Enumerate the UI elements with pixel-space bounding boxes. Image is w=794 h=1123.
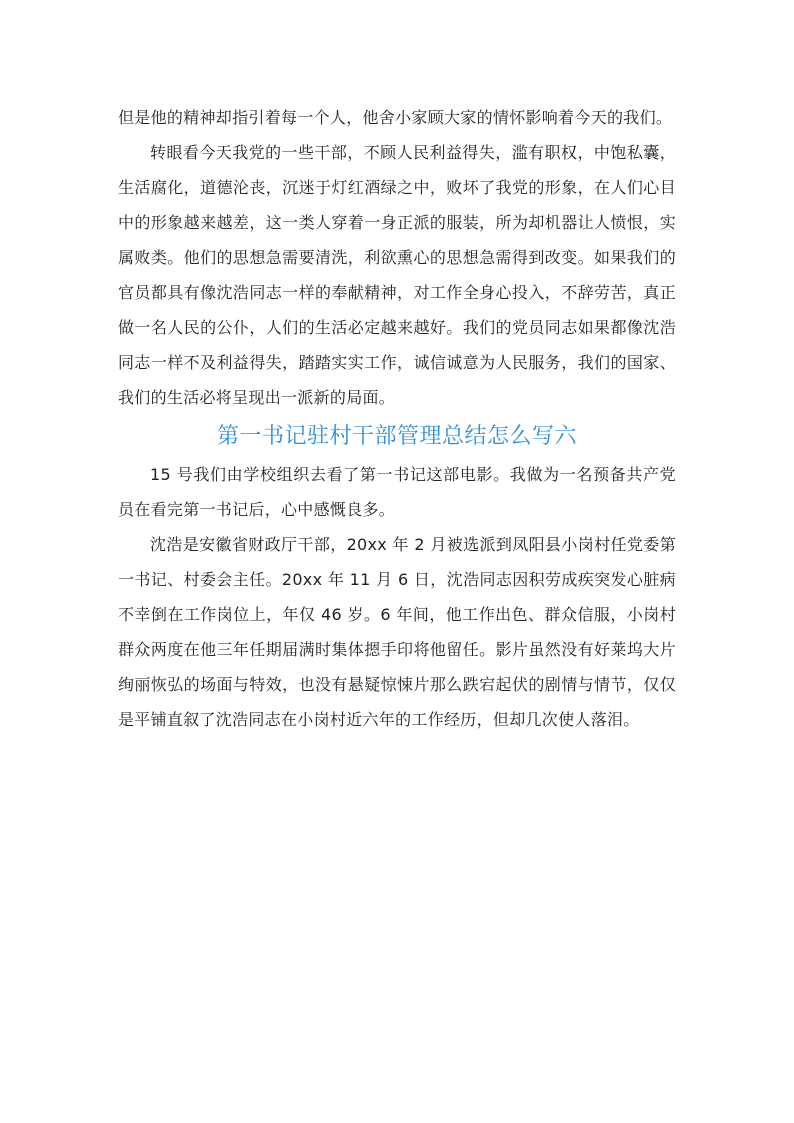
section-heading: 第一书记驻村干部管理总结怎么写六 [216,424,577,449]
paragraph-continuation: 但是他的精神却指引着每一个人，他舍小家顾大家的情怀影响着今天的我们。 [118,108,673,127]
paragraph-shenhao: 沈浩是安徽省财政厅干部，20xx 年 2 月被选派到凤阳县小岗村任党委第一书记、村委会主任。20xx 年 11 月 6 日，沈浩同志因积劳成疾突发心脏病不幸倒在工作岗位上，年仅 46 岁。6 年间，他工作出色、群众信服，小岗村群众两度在他三年任期届满时集体摁手印将他留任。影片虽然没有好莱坞大片绚丽恢弘的场面与特效，也没有悬疑惊悚片那么跌宕起伏的剧情与情节，仅仅是平铺直叙了沈浩同志在小岗村近六年的工作经历，但却几次使人落泪。 [118,535,676,729]
paragraph-criticism: 转眼看今天我党的一些干部，不顾人民利益得失，滥有职权，中饱私囊，生活腐化，道德沦丧，沉迷于灯红酒绿之中，败坏了我党的形象，在人们心目中的形象越来越差，这一类人穿着一身正派的服装，所为却机器让人愤恨，实属败类。他们的思想急需要清洗，利欲熏心的思想急需得到改变。如果我们的官员都具有像沈浩同志一样的奉献精神，对工作全身心投入，不辞劳苦，真正做一名人民的公仆，人们的生活必定越来越好。我们的党员同志如果都像沈浩同志一样不及利益得失，踏踏实实工作，诚信诚意为人民服务，我们的国家、我们的生活必将呈现出一派新的局面。 [118,143,676,407]
document-page [118,100,676,737]
paragraph-intro: 15 号我们由学校组织去看了第一书记这部电影。我做为一名预备共产党员在看完第一书记后，心中感慨良多。 [118,465,676,519]
